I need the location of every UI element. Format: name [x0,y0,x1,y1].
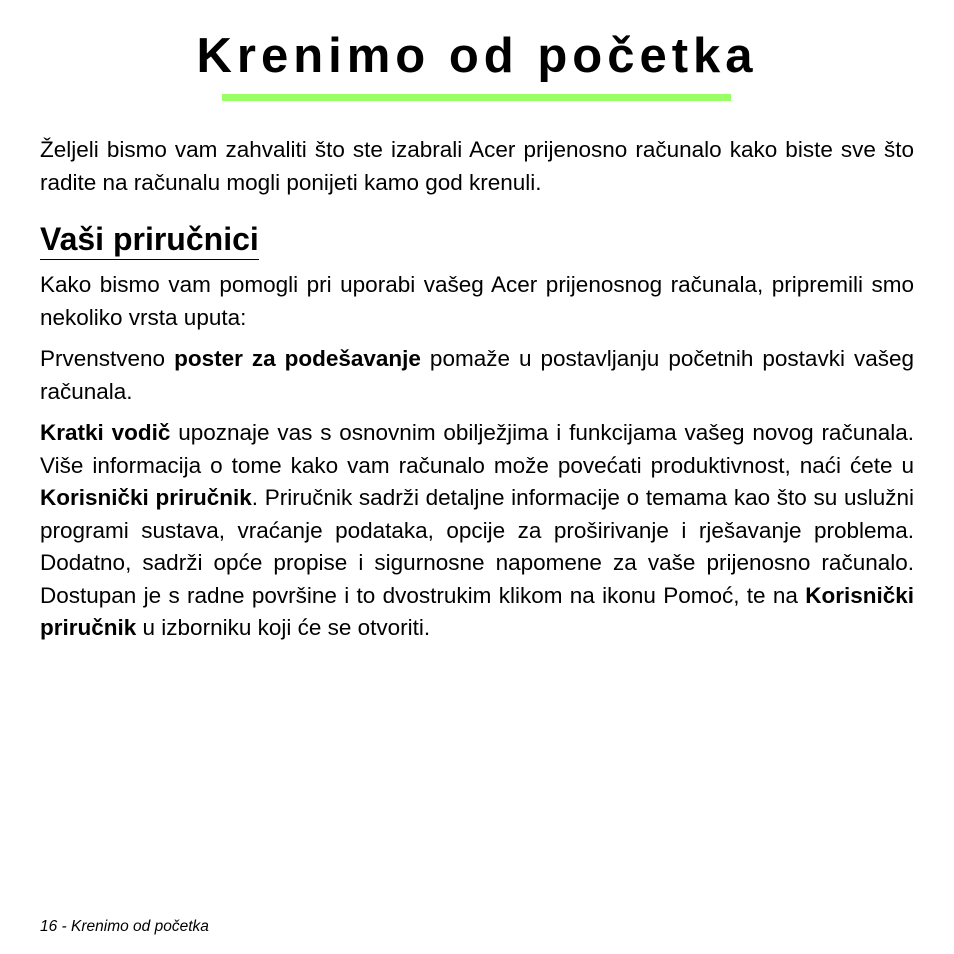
user-manual-term-2: Korisnički priručnik [40,582,914,640]
paragraph-3-text-3: u izborniku koji će se otvoriti. [136,615,431,640]
intro-paragraph: Željeli bismo vam zahvaliti što ste izabrali Acer prijenosno računalo kako biste sve što radite na računalu mogli ponijeti kamo god krenuli. [40,137,914,195]
paragraph-3-text-1: upoznaje vas s osnovnim obilježjima i funkcijama vašeg novog računala. Više informacija o tome kako vam računalo može povećati produktivnost, naći ćete u [40,420,915,478]
title-underline-rule [222,94,731,101]
section-paragraph-3 [40,417,914,645]
section-paragraph-1: Kako bismo vam pomogli pri uporabi vašeg Acer prijenosnog računala, pripremili smo nekoliko vrsta uputa: [40,272,914,330]
section-heading-wrapper [40,220,914,260]
section-paragraph-2 [40,343,914,408]
section-heading: Vaši priručnici [40,220,259,260]
main-content [40,134,914,645]
page-footer: 16 - Krenimo od početka [40,918,209,935]
user-manual-term: Korisnički priručnik [40,485,252,510]
page-title: Krenimo od početka [196,29,758,83]
paragraph-2-text-after: pomaže u postavljanju početnih postavki vašeg računala. [40,346,914,404]
quick-guide-term: Kratki vodič [40,420,171,445]
paragraph-2-text-before: Prvenstveno [40,346,175,371]
paragraph-3-text-2: . Priručnik sadrži detaljne informacije o temama kao što su uslužni programi sustava, vraćanje podataka, opcije za proširivanje i rješavanje problema. Dodatno, sadrži opće propise i sigurnosne napomene za vaše prijenosno računalo. Dostupan je s radne površine i to dvostrukim klikom na ikonu Pomoć, te na [40,485,914,608]
poster-term: poster za podešavanje [174,346,421,371]
